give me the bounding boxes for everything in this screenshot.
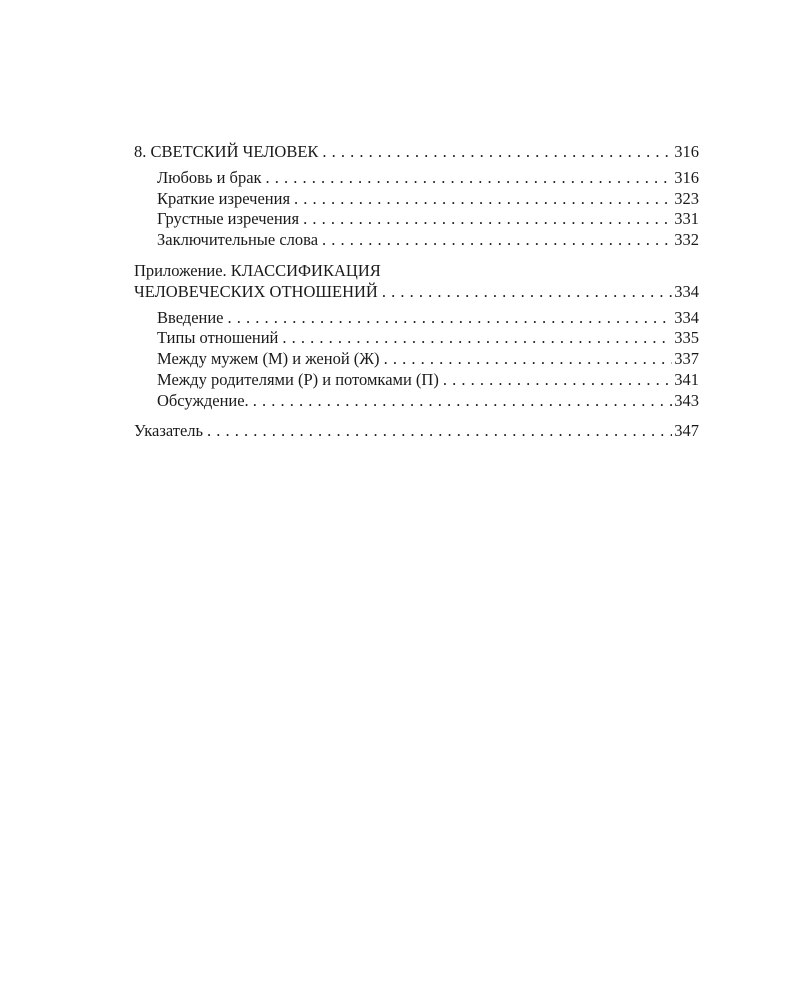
toc-entry-index[interactable] xyxy=(134,421,699,442)
dot-leader xyxy=(207,421,672,442)
toc-subentry-relationship-types[interactable] xyxy=(134,328,699,349)
dot-leader xyxy=(384,349,673,370)
toc-subentry-husband-wife[interactable] xyxy=(134,349,699,370)
dot-leader xyxy=(322,230,672,251)
toc-subentry-discussion[interactable] xyxy=(134,391,699,412)
dot-leader xyxy=(253,391,673,412)
toc-entry-appendix[interactable] xyxy=(134,282,699,303)
dot-leader xyxy=(303,209,672,230)
toc-page-number: 337 xyxy=(674,349,699,369)
toc-subentry-parents-descendants[interactable] xyxy=(134,370,699,391)
dot-leader xyxy=(382,282,672,303)
toc-subentry-closing-words[interactable] xyxy=(134,230,699,251)
toc-entry-label: Краткие изречения xyxy=(157,188,291,208)
toc-entry-label: Грустные изречения xyxy=(157,209,300,229)
toc-entry-label: Между родителями (Р) и потомками (П) xyxy=(157,369,439,389)
toc-page-number: 316 xyxy=(674,167,699,187)
toc-page-number: 334 xyxy=(674,307,699,327)
table-of-contents xyxy=(134,142,699,441)
toc-page-number: 335 xyxy=(674,328,699,348)
toc-entry-label: Введение xyxy=(157,307,224,327)
toc-entry-appendix-title[interactable]: Приложение. КЛАССИФИКАЦИЯ xyxy=(134,260,381,280)
toc-entry-label: Любовь и брак xyxy=(157,167,262,187)
toc-subentry-introduction[interactable] xyxy=(134,308,699,329)
toc-page-number: 316 xyxy=(674,142,699,161)
dot-leader xyxy=(322,142,672,163)
toc-entry-label: Между мужем (М) и женой (Ж) xyxy=(157,349,380,369)
toc-entry-chapter-8[interactable] xyxy=(134,142,699,163)
toc-subentry-sad-sayings[interactable] xyxy=(134,209,699,230)
toc-entry-label: Типы отношений xyxy=(157,328,279,348)
toc-entry-label: Заключительные слова xyxy=(157,230,319,250)
toc-entry-label: 8. СВЕТСКИЙ ЧЕЛОВЕК xyxy=(134,142,319,161)
toc-subentry-love-and-marriage[interactable] xyxy=(134,168,699,189)
dot-leader xyxy=(443,370,672,391)
toc-subentry-short-sayings[interactable] xyxy=(134,189,699,210)
toc-page-number: 323 xyxy=(674,188,699,208)
toc-page-number: 334 xyxy=(674,281,699,301)
toc-page-number: 332 xyxy=(674,230,699,250)
dot-leader xyxy=(294,189,672,210)
toc-page-number: 331 xyxy=(674,209,699,229)
toc-entry-label: Обсуждение. xyxy=(157,390,249,410)
dot-leader xyxy=(266,168,673,189)
toc-page-number: 343 xyxy=(674,390,699,410)
toc-page-number: 341 xyxy=(674,369,699,389)
dot-leader xyxy=(228,308,673,329)
dot-leader xyxy=(282,328,672,349)
toc-entry-label: Указатель xyxy=(134,420,204,440)
toc-page-number: 347 xyxy=(674,420,699,440)
toc-entry-label: ЧЕЛОВЕЧЕСКИХ ОТНОШЕНИЙ xyxy=(134,281,378,301)
